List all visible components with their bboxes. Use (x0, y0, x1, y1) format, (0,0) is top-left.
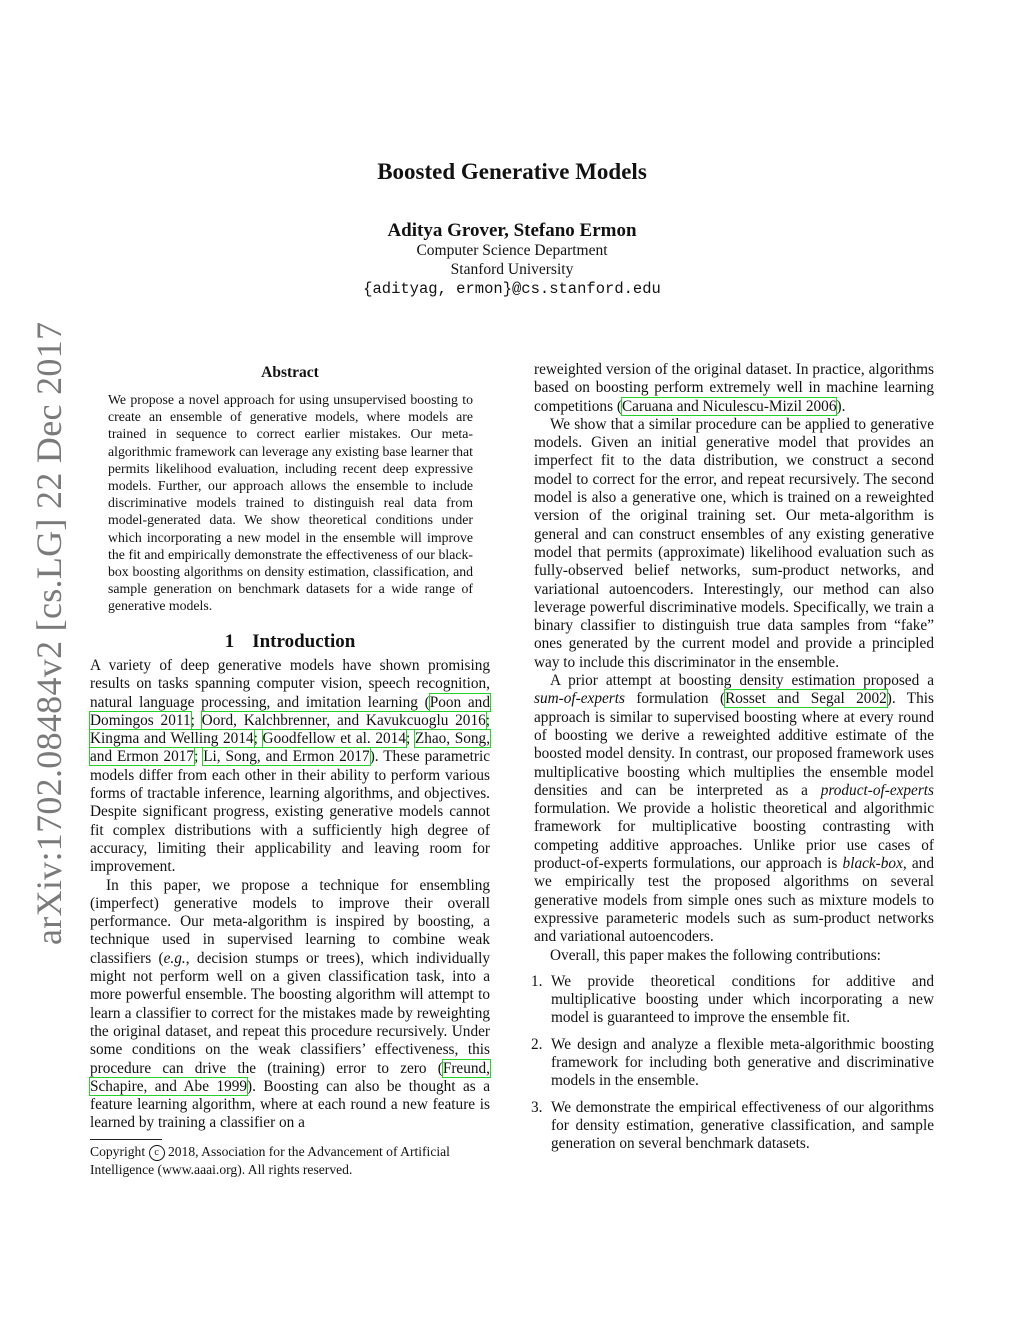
contributions-list (531, 972, 934, 1154)
right-column (531, 361, 934, 1161)
contribution-item: 3. We demonstrate the empirical effectiveness of our algorithms for density estimation, generative classification, and sample generation on several benchmark datasets. (531, 1098, 934, 1153)
intro-paragraph-2: In this paper, we propose a technique for ensembling (imperfect) generative models to improve their overall performance. Our meta-algorithm is inspired by boosting, a technique used in supervised learning to combine weak classifiers (e.g., decision stumps or trees), which individually might not perform well on a given classification task, into a more powerful ensemble. The boosting algorithm will attempt to learn a classifier to correct for the mistakes made by reweighting the original dataset, and repeat this procedure recursively. Under some conditions on the weak classifiers’ effectiveness, this procedure can drive the (training) error to zero (Freund, Schapire, and Abe 1999). Boosting can also be thought as a feature learning algorithm, where at each round a new feature is learned by training a classifier on a (90, 876, 490, 1132)
paper-authors: Aditya Grover, Stefano Ermon (387, 220, 637, 241)
author-email: {adityag, ermon}@cs.stanford.edu (363, 280, 661, 298)
arxiv-identifier-stamp: arXiv:1702.08484v2 [cs.LG] 22 Dec 2017 (29, 321, 69, 945)
right-paragraph-4: Overall, this paper makes the following contributions: (550, 946, 881, 964)
citation-link[interactable]: Goodfellow et al. 2014 (262, 730, 406, 748)
author-department: Computer Science Department (416, 242, 608, 259)
right-paragraph-3: A prior attempt at boosting density estimation proposed a sum-of-experts formulation (Rosset and Segal 2002). This approach is similar to supervised boosting where at every round of boosting we derive a reweighted additive estimate of the boosted model density. In contrast, our proposed framework uses multiplicative boosting which multiplies the ensemble model densities and can be interpreted as a product-of-experts formulation. We provide a holistic theoretical and algorithmic framework for multiplicative boosting contrasting with competing additive approaches. Unlike prior use cases of product-of-experts formulations, our approach is black-box, and we empirically test the proposed algorithms on several generative models from simple ones such as mixture models to expressive parameteric models such as sum-product networks and variational autoencoders. (534, 672, 934, 946)
author-university: Stanford University (450, 261, 574, 278)
citation-link[interactable]: Freund, Schapire, and Abe 1999 (90, 1059, 490, 1095)
section-number: 1 (224, 631, 235, 652)
citation-link[interactable]: Zhao, Song, and Ermon 2017 (90, 730, 491, 766)
section-title: Introduction (252, 631, 356, 652)
right-paragraph-1: reweighted version of the original dataset. In practice, algorithms based on boosting perform extremely well in machine learning competitions (Caruana and Niculescu-Mizil 2006). (534, 361, 934, 415)
citation-link[interactable]: Poon and Domingos 2011 (90, 693, 490, 729)
abstract-heading: Abstract (261, 364, 319, 381)
section-heading-introduction (90, 631, 490, 653)
intro-paragraph-1: A variety of deep generative models have shown promising results on tasks spanning computer vision, speech recognition, natural language processing, and imitation learning (Poon and Domingos 2011; Oord, Kalchbrenner, and Kavukcuoglu 2016; Kingma and Welling 2014; Goodfellow et al. 2014; Zhao, Song, and Ermon 2017; Li, Song, and Ermon 2017). These parametric models differ from each other in their ability to perform various forms of tractable inference, learning algorithms, and objectives. Despite significant progress, existing generative models cannot fit complex distributions with a sufficiently high degree of accuracy, limiting their applicability and leaving room for improvement. (90, 657, 491, 876)
right-paragraph-2: We show that a similar procedure can be applied to generative models. Given an initial generative model that provides an imperfect fit to the data distribution, we construct a second model to correct for the error, and repeat recursively. The second model is also a generative one, which is trained on a reweighted version of the original training set. Our meta-algorithm is general and can construct ensembles of any existing generative model that permits (approximate) likelihood evaluation such as fully-observed belief networks, sum-product networks, and variational autoencoders. Interestingly, our method can also leverage powerful discriminative models. Specifically, we train a binary classifier to distinguish true data samples from “fake” ones generated by the current model and provide a principled way to include this discriminator in the ensemble. (534, 415, 934, 671)
contribution-item: 1. We provide theoretical conditions for additive and multiplicative boosting under which incorporating a new model is guaranteed to improve the ensemble fit. (531, 972, 934, 1027)
copyright-footnote: Copyright c 2018, Association for the Advancement of Artificial Intelligence (www.aaai.org). All rights reserved. (90, 1144, 450, 1177)
citation-link[interactable]: Rosset and Segal 2002 (725, 690, 887, 708)
citation-link[interactable]: Caruana and Niculescu-Mizil 2006 (621, 397, 837, 415)
contribution-item: 2. We design and analyze a flexible meta-algorithmic boosting framework for including both generative and discriminative models in the ensemble. (531, 1035, 934, 1090)
left-column (90, 657, 490, 1133)
citation-link[interactable]: Li, Song, and Ermon 2017 (203, 748, 370, 766)
footnote-divider (90, 1139, 162, 1140)
paper-title: Boosted Generative Models (377, 159, 647, 184)
abstract-text: We propose a novel approach for using unsupervised boosting to create an ensemble of generative models, where models are trained in sequence to correct earlier mistakes. Our meta-algorithmic framework can leverage any existing base learner that permits likelihood evaluation, including recent deep expressive models. Further, our approach allows the ensemble to include discriminative models trained to distinguish real data from model-generated data. We show theoretical conditions under which incorporating a new model in the ensemble will improve the fit and empirically demonstrate the effectiveness of our black-box boosting algorithms on density estimation, classification, and sample generation on benchmark datasets for a wide range of generative models. (108, 392, 473, 614)
citation-link[interactable]: Kingma and Welling 2014 (90, 730, 254, 748)
citation-link[interactable]: Oord, Kalchbrenner, and Kavukcuoglu 2016 (201, 711, 486, 729)
copyright-icon: c (149, 1145, 165, 1161)
